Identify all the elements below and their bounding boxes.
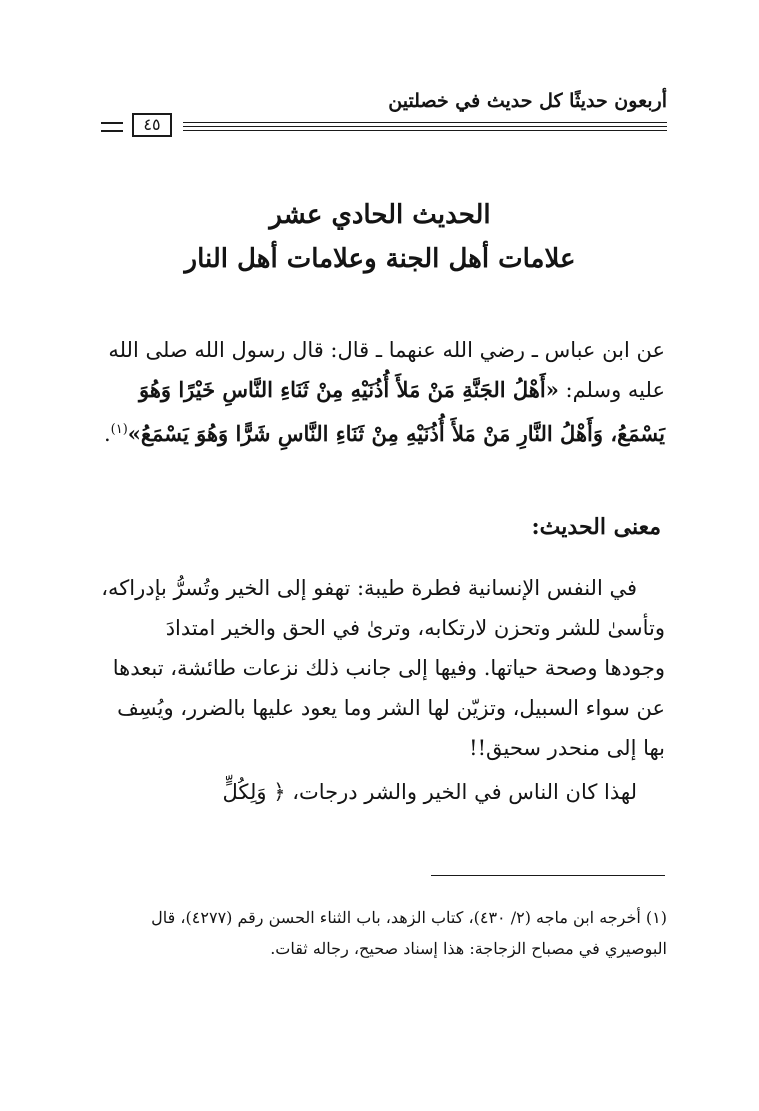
header-rule xyxy=(183,122,667,123)
chapter-title: الحديث الحادي عشر xyxy=(269,200,491,230)
header-rule xyxy=(183,126,667,127)
hadith-end: . xyxy=(103,422,111,446)
chapter-subtitle: علامات أهل الجنة وعلامات أهل النار xyxy=(184,244,576,274)
section-heading: معنى الحديث: xyxy=(531,514,661,540)
footnote-rule xyxy=(431,875,665,876)
hadith-quote: «أَهْلُ الجَنَّةِ مَنْ مَلأَ أُذُنَيْهِ مِنْ ثَنَاءِ النَّاسِ خَيْرًا وَهُوَ يَسْمَعُ، وَأَهْلُ النَّارِ مَنْ مَلأَ أُذُنَيْهِ مِنْ ثَنَاءِ النَّاسِ شَرًّا وَهُوَ يَسْمَعُ» xyxy=(127,377,665,446)
header-dash xyxy=(101,130,123,132)
running-header-title: أربعون حديثًا كل حديث في خصلتين xyxy=(388,90,667,112)
page-number: ٤٥ xyxy=(132,113,172,137)
footnote: (١) أخرجه ابن ماجه (٢/ ٤٣٠)، كتاب الزهد، باب الثناء الحسن رقم (٤٢٧٧)، قال البوصيري في مصباح الزجاجة: هذا إسناد صحيح، رجاله ثقات. xyxy=(151,908,667,958)
meaning-paragraph-1: في النفس الإنسانية فطرة طيبة: تهفو إلى الخير وتُسرُّ بإدراكه، وتأسىٰ للشر وتحزن لارتكابه، وترىٰ في الحق والخير امتدادَ وجودها وصحة حياتها. وفيها إلى جانب ذلك نزعات طائشة، تبعدها عن سواء السبيل، وتزيّن لها الشر وما يعود عليها بالضرر، ويُسِف بها إلى منحدر سحيق!! xyxy=(101,576,665,760)
meaning-body xyxy=(100,568,665,812)
footnote-marker: (١) xyxy=(110,422,128,437)
header-dash xyxy=(101,122,123,124)
meaning-paragraph-2: لهذا كان الناس في الخير والشر درجات، ﴿ وَلِكُلٍّ xyxy=(222,780,637,804)
header-rule xyxy=(183,130,667,131)
hadith-paragraph xyxy=(100,330,665,454)
hadith-intro: عن ابن عباس ـ رضي الله عنهما ـ قال: قال رسول الله صلى الله عليه وسلم: xyxy=(108,338,665,402)
